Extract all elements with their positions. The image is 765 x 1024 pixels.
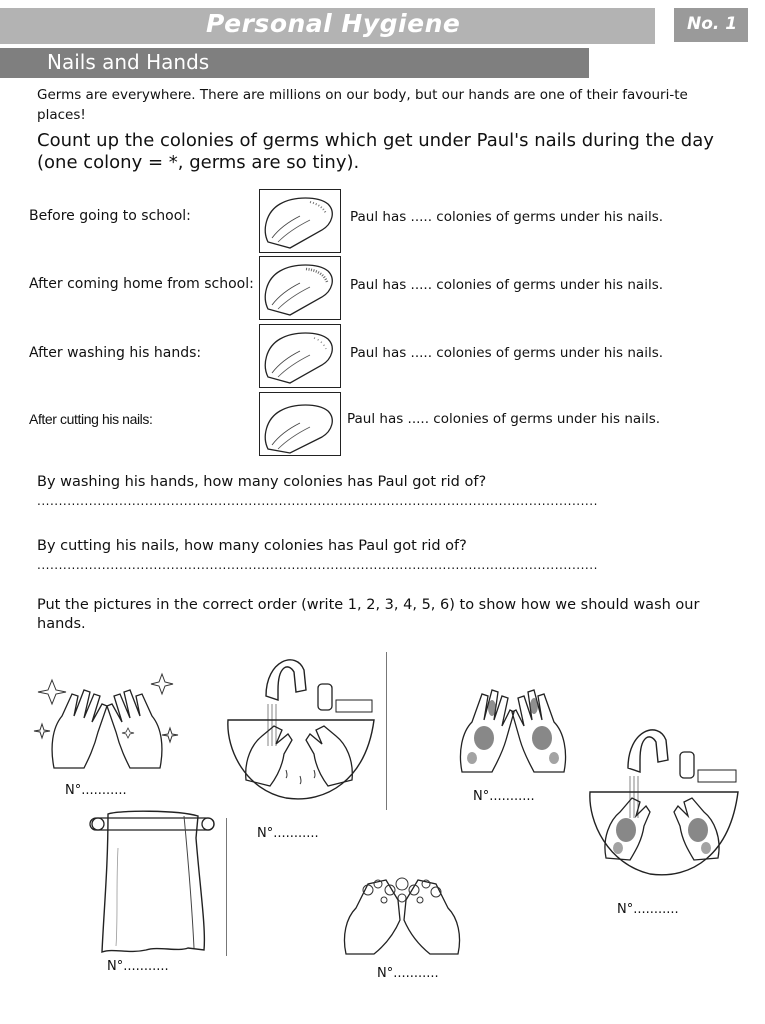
dirty-hands-icon [452, 680, 574, 780]
divider-line [226, 818, 227, 956]
row-label-after-school: After coming home from school: [29, 276, 254, 292]
nail-picture-box[interactable] [259, 256, 341, 320]
fingernail-icon [260, 393, 340, 455]
question-washing: By washing his hands, how many colonies has Paul got rid of? [37, 474, 487, 490]
row-answer-before-school[interactable]: Paul has ..... colonies of germs under his nails. [350, 209, 664, 225]
towel-icon [88, 808, 218, 958]
picture-wet-dirty-hands [588, 718, 740, 883]
order-instruction: Put the pictures in the correct order (write 1, 2, 3, 4, 5, 6) to show how we should wash our hands. [37, 597, 700, 632]
picture-rinse-hands [226, 650, 376, 805]
answer-line-washing[interactable]: .................................................................................................................................. [37, 494, 598, 508]
row-label-before-school: Before going to school: [29, 208, 191, 224]
picture-clean-hands [32, 668, 182, 778]
row-answer-after-cutting[interactable]: Paul has ..... colonies of germs under his nails. [347, 411, 661, 427]
row-answer-after-washing[interactable]: Paul has ..... colonies of germs under his nails. [350, 345, 664, 361]
tap-dirty-hands-icon [588, 718, 740, 883]
page-title: Personal Hygiene [206, 9, 461, 38]
picture-towel [88, 808, 218, 958]
fingernail-icon [260, 325, 340, 387]
row-label-after-washing: After washing his hands: [29, 345, 202, 361]
fingernail-icon [260, 190, 340, 252]
picture-number-label[interactable]: N°........... [617, 902, 679, 917]
nail-picture-box[interactable] [259, 392, 341, 456]
section-title: Nails and Hands [47, 50, 210, 74]
picture-number-label[interactable]: N°........... [107, 959, 169, 974]
answer-line-cutting[interactable]: .................................................................................................................................. [37, 558, 598, 572]
picture-number-label[interactable]: N°........... [65, 783, 127, 798]
divider-line [386, 652, 387, 810]
picture-number-label[interactable]: N°........... [377, 966, 439, 981]
instruction-text: Count up the colonies of germs which get under Paul's nails during the day (one colony = *, germs are so tiny). [37, 130, 714, 173]
question-cutting: By cutting his nails, how many colonies has Paul got rid of? [37, 538, 467, 554]
picture-soapy-hands [338, 870, 466, 960]
picture-number-label[interactable]: N°........... [473, 789, 535, 804]
nail-picture-box[interactable] [259, 324, 341, 388]
tap-washing-icon [226, 650, 376, 805]
picture-number-label[interactable]: N°........... [257, 826, 319, 841]
nail-picture-box[interactable] [259, 189, 341, 253]
sparkling-hands-icon [32, 668, 182, 778]
row-label-after-cutting: After cutting his nails: [29, 411, 153, 427]
row-answer-after-school[interactable]: Paul has ..... colonies of germs under his nails. [350, 277, 664, 293]
worksheet-number: No. 1 [687, 14, 738, 34]
soapy-hands-icon [338, 870, 466, 960]
fingernail-icon [260, 257, 340, 319]
intro-text: Germs are everywhere. There are millions on our body, but our hands are one of their favouri-te places! [37, 87, 688, 123]
picture-dirty-hands [452, 680, 574, 780]
